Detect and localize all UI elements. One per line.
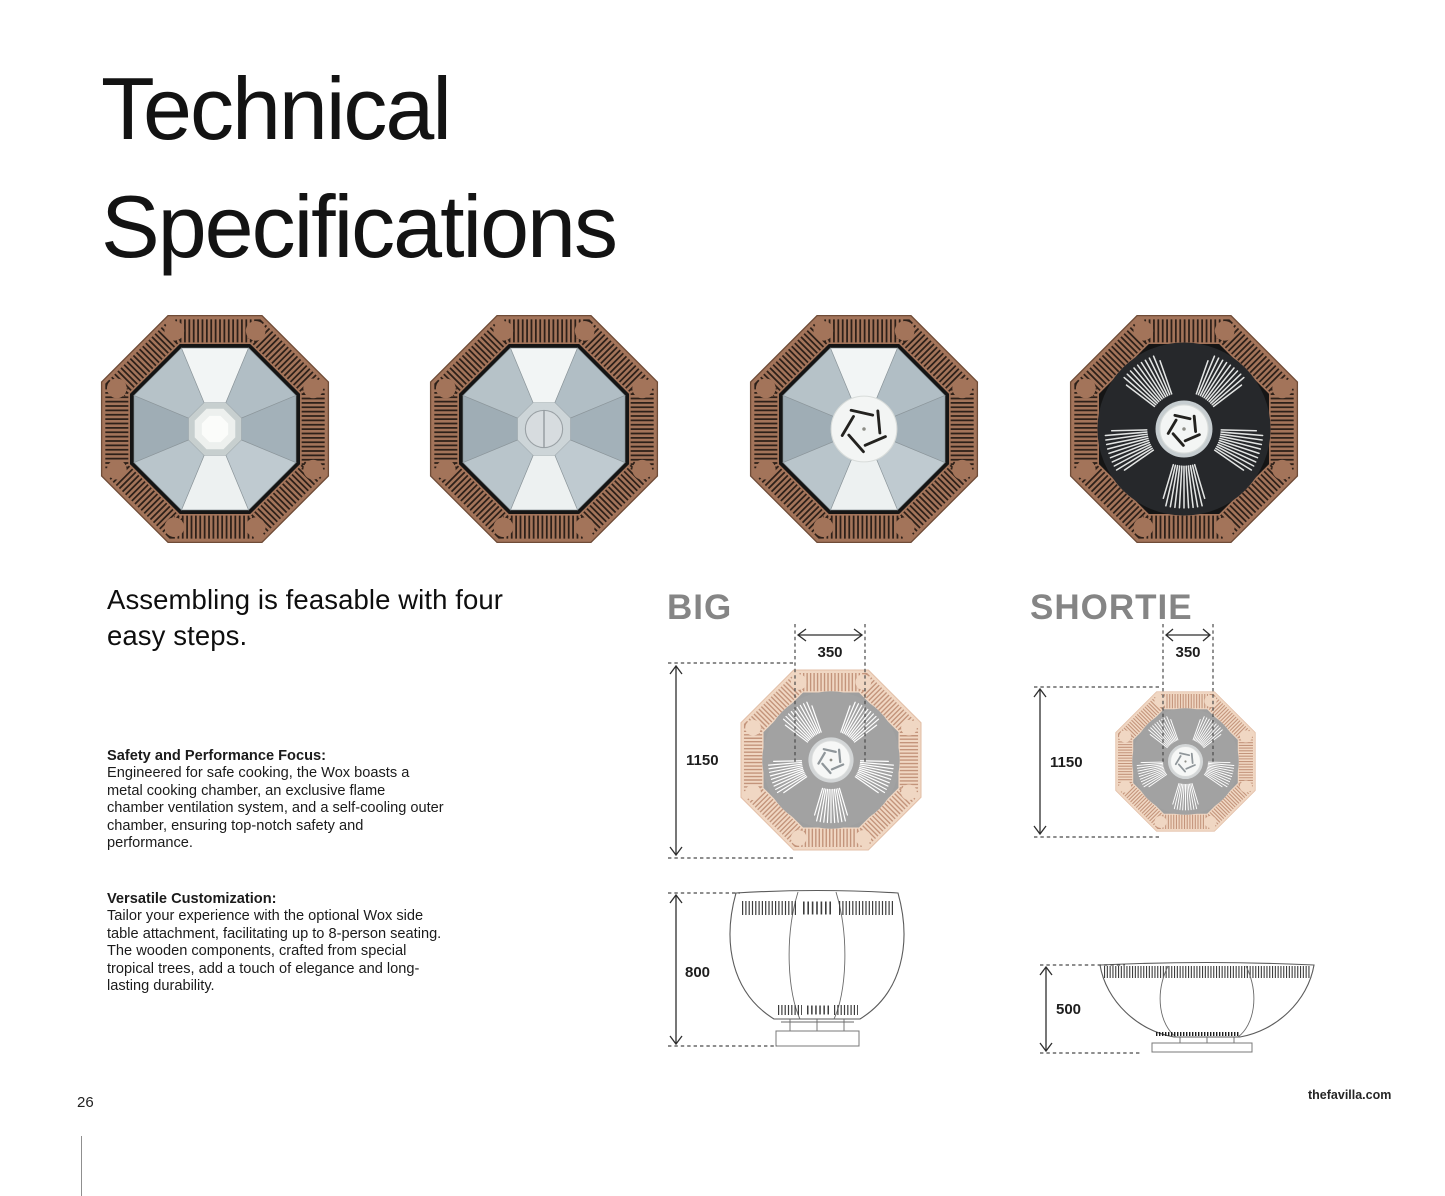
big-center-width-value: 350 [817, 644, 843, 661]
assembly-step-1-image [89, 303, 341, 555]
assembly-step-2-image [418, 303, 670, 555]
shortie-top-dimensions [1020, 612, 1350, 884]
big-height-value: 800 [685, 964, 711, 981]
shortie-side-view-diagram [1020, 950, 1350, 1075]
title-line-1: Technical [101, 59, 450, 158]
big-diameter-value: 1150 [686, 752, 719, 769]
website-text: thefavilla.com [1308, 1088, 1392, 1102]
flame-chamber-cover-icon [418, 303, 670, 555]
page-number: 26 [77, 1094, 94, 1111]
big-model-label: BIG [667, 588, 733, 627]
customization-heading: Versatile Customization: [107, 891, 277, 907]
burner-plate-icon [738, 303, 990, 555]
title-line-2: Specifications [101, 177, 616, 276]
shortie-model-label: SHORTIE [1030, 588, 1193, 627]
shortie-diameter-value: 1150 [1050, 754, 1083, 771]
safety-paragraph [107, 748, 445, 852]
big-top-dimensions [650, 612, 980, 884]
shortie-center-width-value: 350 [1175, 644, 1201, 661]
big-side-view-diagram [650, 885, 980, 1060]
shortie-height-value: 500 [1056, 1001, 1082, 1018]
footer-rule [81, 1136, 82, 1196]
assembly-heading: Assembling is feasable with four easy steps. [107, 584, 504, 651]
big-top-view-diagram [650, 612, 980, 884]
safety-body: Engineered for safe cooking, the Wox boasts a metal cooking chamber, an exclusive flame chamber ventilation system, and a self-cooling outer chamber, ensuring top-notch safety and performance. [107, 765, 444, 852]
big-side-dimensions [650, 885, 980, 1060]
shortie-side-dimensions [1020, 950, 1350, 1075]
outer-chamber-icon [89, 303, 341, 555]
assembled-grill-icon [1058, 303, 1310, 555]
customization-body: Tailor your experience with the optional Wox side table attachment, facilitating up to 8-person seating. The wooden components, crafted from special tropical trees, add a touch of elegance and long-lasting durability. [107, 908, 442, 995]
shortie-top-view-diagram [1020, 612, 1350, 884]
assembly-step-3-image [738, 303, 990, 555]
safety-heading: Safety and Performance Focus: [107, 748, 326, 764]
customization-paragraph [107, 891, 445, 995]
assembly-step-4-image [1058, 303, 1310, 555]
page-title [101, 50, 616, 286]
